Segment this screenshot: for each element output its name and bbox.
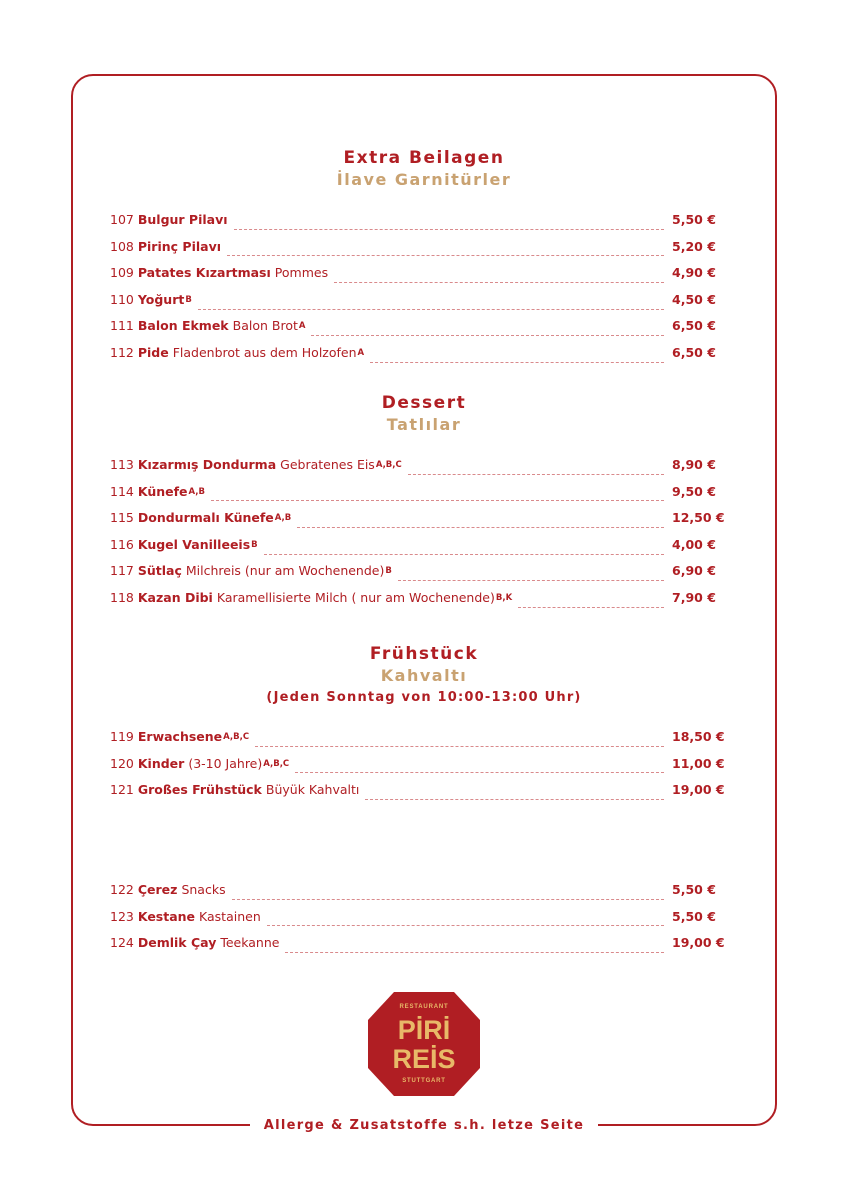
item-number: 112 bbox=[110, 344, 134, 360]
item-number: 116 bbox=[110, 536, 134, 552]
dotted-leader bbox=[198, 309, 664, 310]
menu-item bbox=[110, 318, 730, 345]
menu-item bbox=[110, 265, 730, 292]
item-number: 114 bbox=[110, 483, 134, 499]
allergen-note-text: Allerge & Zusatstoffe s.h. letze Seite bbox=[250, 1118, 599, 1133]
item-number: 113 bbox=[110, 457, 134, 472]
item-allergens: B bbox=[385, 566, 392, 577]
item-number: 119 bbox=[110, 729, 134, 744]
item-allergens: A,B,C bbox=[223, 732, 250, 742]
menu-item bbox=[110, 729, 730, 756]
section-header-dessert bbox=[0, 392, 848, 436]
item-name: Pide bbox=[137, 344, 169, 360]
item-description: (3-10 Jahre) bbox=[188, 755, 263, 771]
logo-bottom-text: STUTTGART bbox=[402, 1078, 446, 1084]
item-number: 111 bbox=[110, 318, 134, 334]
item-name: Demlik Çay bbox=[137, 935, 217, 951]
item-allergens: A bbox=[298, 321, 306, 332]
item-number: 121 bbox=[110, 782, 134, 798]
dotted-leader bbox=[295, 772, 664, 773]
section-title-de: Dessert bbox=[381, 393, 467, 413]
item-description: Snacks bbox=[181, 882, 226, 897]
item-price: 4,50 € bbox=[672, 291, 716, 307]
menu-item bbox=[110, 935, 730, 962]
item-allergens: B bbox=[251, 539, 258, 550]
logo-line1: PİRİ bbox=[397, 1015, 451, 1045]
item-allergens: B,K bbox=[495, 592, 513, 603]
logo-line2: REİS bbox=[392, 1044, 456, 1074]
item-allergens: A,B bbox=[274, 513, 292, 524]
item-price: 9,50 € bbox=[672, 483, 716, 499]
item-description: Teekanne bbox=[220, 935, 280, 951]
item-price: 7,90 € bbox=[672, 589, 716, 605]
dotted-leader bbox=[370, 362, 664, 363]
item-price: 4,00 € bbox=[672, 536, 716, 552]
item-price: 19,00 € bbox=[672, 935, 725, 951]
section-title-tr: İlave Garnitürler bbox=[336, 170, 512, 189]
item-number: 107 bbox=[110, 212, 134, 227]
menu-item bbox=[110, 292, 730, 319]
logo-top-text: RESTAURANT bbox=[399, 1004, 449, 1010]
item-name: Großes Frühstück bbox=[137, 782, 262, 798]
section-title-tr: Tatlılar bbox=[386, 415, 462, 434]
menu-item bbox=[110, 909, 730, 936]
item-number: 120 bbox=[110, 755, 134, 771]
item-name: Bulgur Pilavı bbox=[137, 212, 228, 227]
dotted-leader bbox=[365, 799, 664, 800]
dotted-leader bbox=[285, 952, 664, 953]
item-description: Fladenbrot aus dem Holzofen bbox=[172, 344, 357, 360]
menu-list-breakfast bbox=[110, 729, 730, 809]
item-price: 5,50 € bbox=[672, 908, 716, 924]
section-title-de: Frühstück bbox=[369, 644, 479, 664]
menu-list-dessert bbox=[110, 457, 730, 617]
dotted-leader bbox=[518, 607, 664, 608]
item-name: Dondurmalı Künefe bbox=[137, 510, 274, 526]
item-allergens: A,B,C bbox=[263, 758, 290, 769]
dotted-leader bbox=[408, 474, 664, 475]
menu-item bbox=[110, 756, 730, 783]
item-price: 6,50 € bbox=[672, 318, 716, 334]
menu-item bbox=[110, 563, 730, 590]
section-header-breakfast bbox=[0, 643, 848, 709]
item-name: Kızarmış Dondurma bbox=[137, 457, 277, 472]
menu-item bbox=[110, 537, 730, 564]
section-title-tr: Kahvaltı bbox=[380, 666, 468, 685]
item-price: 5,50 € bbox=[672, 212, 716, 227]
item-price: 5,20 € bbox=[672, 238, 716, 254]
item-description: Balon Brot bbox=[232, 318, 298, 334]
item-price: 6,90 € bbox=[672, 563, 716, 579]
section-note: (Jeden Sonntag von 10:00-13:00 Uhr) bbox=[266, 690, 582, 705]
item-number: 124 bbox=[110, 935, 134, 951]
item-name: Künefe bbox=[137, 483, 188, 499]
item-description: Kastainen bbox=[199, 908, 261, 924]
item-name: Yoğurt bbox=[137, 291, 185, 307]
item-number: 110 bbox=[110, 291, 134, 307]
item-description: Karamellisierte Milch ( nur am Wochenende) bbox=[216, 589, 495, 605]
item-price: 8,90 € bbox=[672, 457, 716, 472]
item-name: Erwachsene bbox=[137, 729, 223, 744]
item-name: Kestane bbox=[137, 908, 196, 924]
item-name: Sütlaç bbox=[137, 563, 182, 579]
item-description: Büyük Kahvaltı bbox=[265, 782, 360, 798]
dotted-leader bbox=[264, 554, 664, 555]
item-price: 5,50 € bbox=[672, 882, 716, 897]
menu-item bbox=[110, 782, 730, 809]
dotted-leader bbox=[334, 282, 664, 283]
dotted-leader bbox=[255, 746, 664, 747]
menu-item bbox=[110, 212, 730, 239]
item-number: 123 bbox=[110, 908, 134, 924]
dotted-leader bbox=[398, 580, 664, 581]
menu-item bbox=[110, 510, 730, 537]
item-number: 109 bbox=[110, 265, 134, 281]
item-number: 117 bbox=[110, 563, 134, 579]
item-allergens: B bbox=[185, 294, 192, 305]
item-name: Patates Kızartması bbox=[137, 265, 271, 281]
item-name: Kazan Dibi bbox=[137, 589, 213, 605]
item-description: Gebratenes Eis bbox=[280, 457, 375, 472]
item-allergens: A,B,C bbox=[375, 460, 402, 470]
menu-item bbox=[110, 484, 730, 511]
item-price: 6,50 € bbox=[672, 344, 716, 360]
menu-item bbox=[110, 345, 730, 372]
item-name: Kugel Vanilleeis bbox=[137, 536, 251, 552]
dotted-leader bbox=[232, 899, 664, 900]
section-title-de: Extra Beilagen bbox=[343, 148, 505, 168]
item-name: Balon Ekmek bbox=[137, 318, 229, 334]
dotted-leader bbox=[211, 500, 664, 501]
item-number: 108 bbox=[110, 238, 134, 254]
item-description: Milchreis (nur am Wochenende) bbox=[185, 563, 385, 579]
menu-list-extra bbox=[110, 212, 730, 372]
dotted-leader bbox=[311, 335, 664, 336]
menu-list-snacks bbox=[110, 882, 730, 962]
item-price: 4,90 € bbox=[672, 265, 716, 281]
item-price: 19,00 € bbox=[672, 782, 725, 798]
item-number: 118 bbox=[110, 589, 134, 605]
item-allergens: A,B bbox=[188, 486, 205, 497]
item-number: 115 bbox=[110, 510, 134, 526]
dotted-leader bbox=[234, 229, 664, 230]
item-price: 11,00 € bbox=[672, 755, 725, 771]
menu-item bbox=[110, 457, 730, 484]
menu-item bbox=[110, 590, 730, 617]
item-name: Pirinç Pilavı bbox=[137, 238, 222, 254]
piri-reis-logo bbox=[366, 990, 482, 1098]
dotted-leader bbox=[227, 255, 664, 256]
item-name: Kinder bbox=[137, 755, 185, 771]
allergen-note bbox=[0, 1114, 848, 1133]
menu-item bbox=[110, 882, 730, 909]
item-price: 18,50 € bbox=[672, 729, 725, 744]
dotted-leader bbox=[267, 925, 664, 926]
item-price: 12,50 € bbox=[672, 510, 725, 526]
item-number: 122 bbox=[110, 882, 134, 897]
section-header-extra bbox=[0, 147, 848, 191]
item-name: Çerez bbox=[137, 882, 178, 897]
item-allergens: A bbox=[357, 347, 365, 358]
dotted-leader bbox=[297, 527, 664, 528]
menu-item bbox=[110, 239, 730, 266]
item-description: Pommes bbox=[274, 265, 329, 281]
